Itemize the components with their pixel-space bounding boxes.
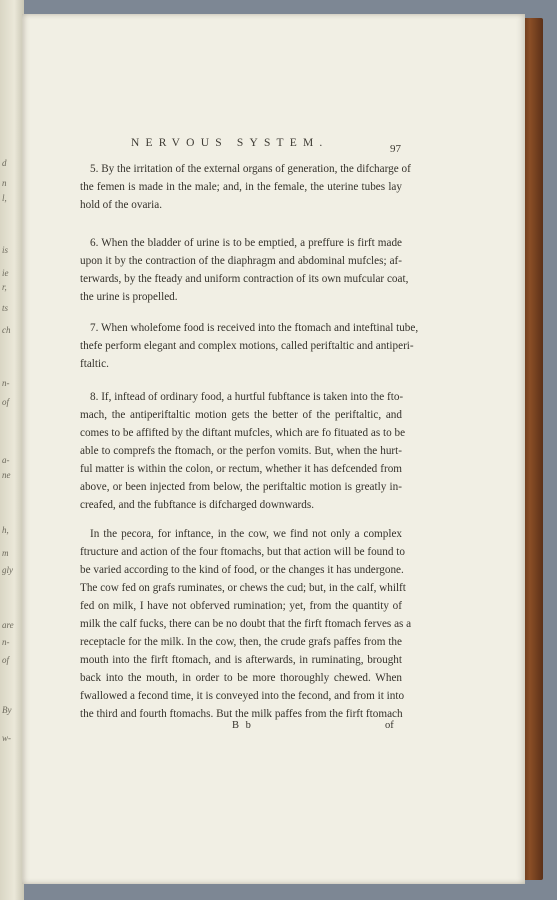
text-line: be varied according to the kind of food, or the changes it has undergone. <box>80 564 404 576</box>
left-page-fragment: is <box>2 245 9 255</box>
left-page-fragment: r, <box>2 282 7 292</box>
running-head: NERVOUS SYSTEM. <box>131 137 329 149</box>
text-line: the femen is made in the male; and, in the female, the uterine tubes lay <box>80 181 402 193</box>
left-page-fragment: ie <box>2 268 9 278</box>
text-line: 8. If, inftead of ordinary food, a hurtful fubftance is taken into the fto- <box>90 391 404 403</box>
text-line: fwallowed a fecond time, it is conveyed into the fecond, and from it into <box>80 690 405 702</box>
signature-mark: B b <box>232 720 253 731</box>
text-line: creafed, and the fubftance is difcharged downwards. <box>80 499 315 511</box>
text-line: In the pecora, for inftance, in the cow, we find not only a complex <box>90 528 402 540</box>
page-number: 97 <box>390 143 401 155</box>
text-line: able to comprefs the ftomach, or the perfon vomits. But, when the hurt- <box>80 445 402 457</box>
book-cover-edge <box>523 18 543 880</box>
left-page-fragment: n- <box>2 378 10 388</box>
left-page-fragment: l, <box>2 193 7 203</box>
text-line: the urine is propelled. <box>80 291 178 303</box>
left-page-fragment: ch <box>2 325 11 335</box>
text-line: mach, the antiperiftaltic motion gets the better of the periftaltic, and <box>80 409 402 421</box>
text-line: comes to be affifted by the diftant mufcles, which are fo fituated as to be <box>80 427 406 439</box>
text-line: thefe perform elegant and complex motions, called periftaltic and antiperi- <box>80 340 414 352</box>
text-line: ful matter is within the colon, or rectum, whether it has defcended from <box>80 463 402 475</box>
text-line: milk the calf fucks, there can be no doubt that the firft ftomach ferves as a <box>80 618 412 630</box>
text-line: The cow fed on grafs ruminates, or chews the cud; but, in the calf, whilft <box>80 582 406 594</box>
text-line: upon it by the contraction of the diaphragm and abdominal mufcles; af- <box>80 255 402 267</box>
left-page-fragment: w- <box>2 733 11 743</box>
text-line: receptacle for the milk. In the cow, then, the crude grafs paffes from the <box>80 636 402 648</box>
left-page-edge <box>0 0 24 900</box>
left-page-fragment: ts <box>2 303 9 313</box>
left-page-fragment: are <box>2 620 14 630</box>
left-page-fragment: n <box>2 178 7 188</box>
left-page-fragment: a- <box>2 455 10 465</box>
text-line: 7. When wholefome food is received into the ftomach and inteftinal tube, <box>90 322 419 334</box>
left-page-fragment: of <box>2 397 10 407</box>
text-line: above, or been injected from below, the periftaltic motion is greatly in- <box>80 481 402 493</box>
left-page-fragment: By <box>2 705 12 715</box>
text-line: fed on milk, I have not obferved rumination; yet, from the quantity of <box>80 600 402 612</box>
text-line: 5. By the irritation of the external organs of generation, the difcharge of <box>90 163 411 175</box>
text-line: ftructure and action of the four ftomachs, but that action will be found to <box>80 546 405 558</box>
left-page-fragment: h, <box>2 525 9 535</box>
left-page-fragment: m <box>2 548 9 558</box>
left-page-fragment: n- <box>2 637 10 647</box>
left-page-fragment: d <box>2 158 7 168</box>
left-page-fragment: gly <box>2 565 13 575</box>
text-line: mouth into the firft ftomach, and is afterwards, in ruminating, brought <box>80 654 402 666</box>
left-page-fragment: of <box>2 655 10 665</box>
text-line: terwards, by the fteady and uniform contraction of its own mufcular coat, <box>80 273 409 285</box>
text-line: the third and fourth ftomachs. But the milk paffes from the firft ftomach <box>80 708 403 720</box>
text-line: 6. When the bladder of urine is to be emptied, a preffure is firft made <box>90 237 402 249</box>
text-line: hold of the ovaria. <box>80 199 163 211</box>
left-page-fragment: ne <box>2 470 11 480</box>
text-line: ftaltic. <box>80 358 109 370</box>
text-line: back into the mouth, in order to be more thoroughly chewed. When <box>80 672 402 684</box>
catchword: of <box>385 720 394 731</box>
